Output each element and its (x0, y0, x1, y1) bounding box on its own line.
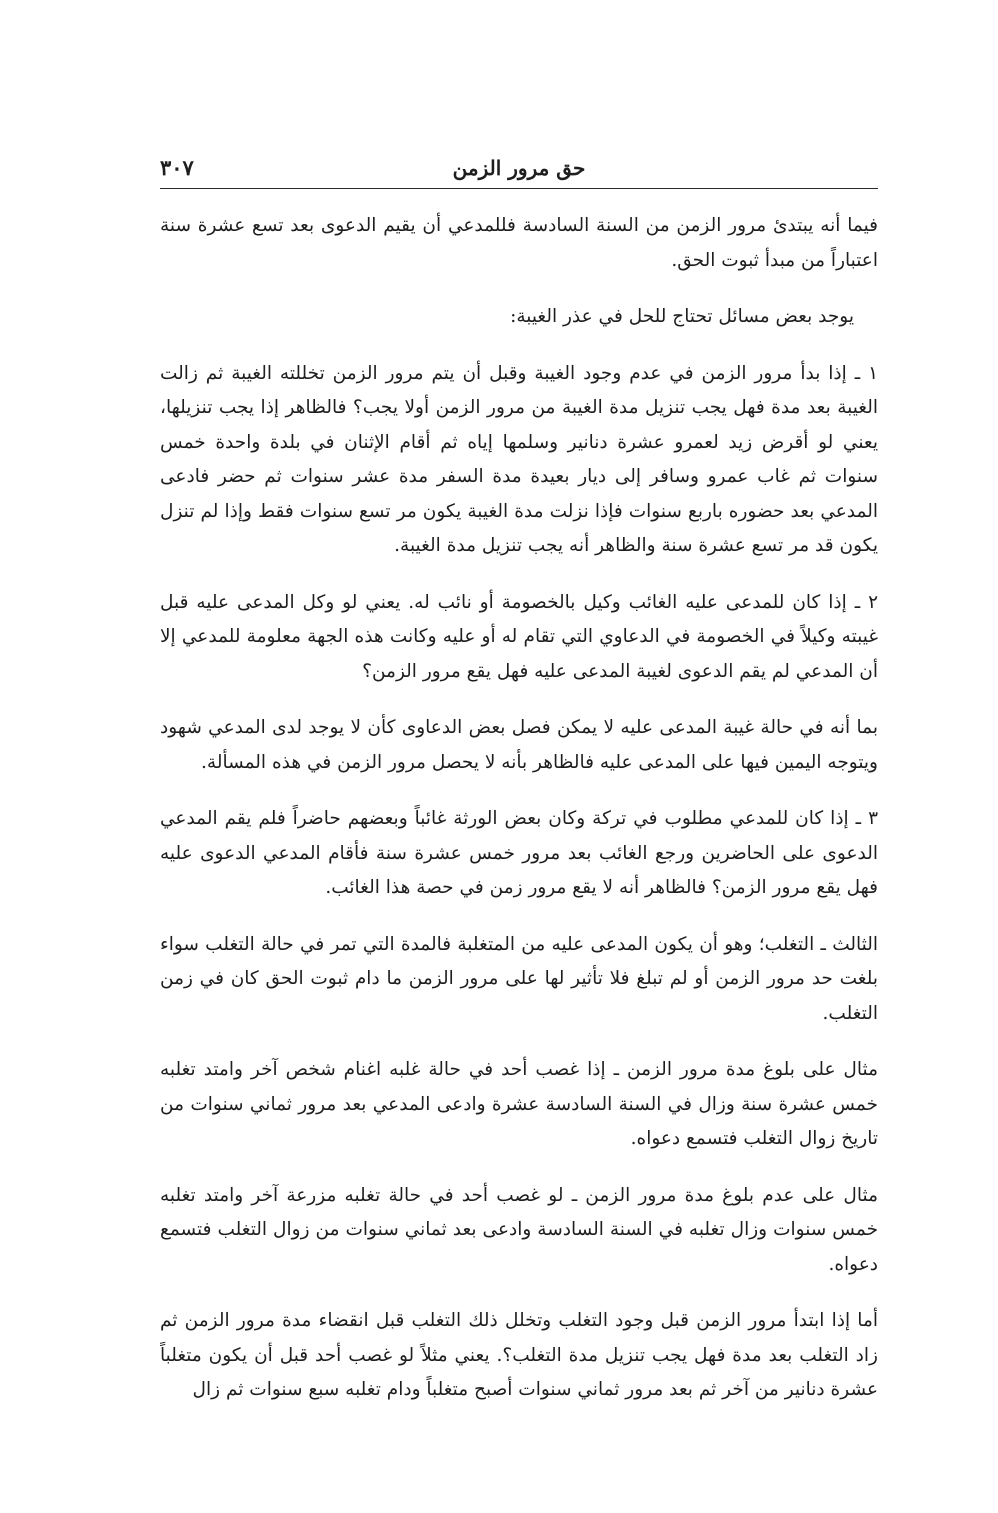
paragraph: ٣ ـ إذا كان للمدعي مطلوب في تركة وكان بعض الورثة غائباً وبعضهم حاضراً فلم يقم المدعي الدعوى على الحاضرين ورجع الغائب بعد مرور خمس عشرة سنة فأقام المدعي الدعوى عليه فهل يقع مرور الزمن؟ فالظاهر أنه لا يقع مرور زمن في حصة هذا الغائب. (160, 808, 878, 898)
paragraph: بما أنه في حالة غيبة المدعى عليه لا يمكن فصل بعض الدعاوى كأن لا يوجد لدى المدعي شهود ويتوجه اليمين فيها على المدعى عليه فالظاهر بأنه لا يحصل مرور الزمن في هذه المسألة. (160, 717, 878, 773)
paragraph: أما إذا ابتدأ مرور الزمن قبل وجود التغلب وتخلل ذلك التغلب قبل انقضاء مدة مرور الزمن ثم زاد التغلب بعد مدة فهل يجب تنزيل مدة التغلب؟. يعني مثلاً لو غصب أحد قبل أن يكون متغلباً عشرة دنانير من آخر ثم بعد مرور ثماني سنوات أصبح متغلباً ودام تغلبه سبع سنوات ثم زال (160, 1310, 878, 1400)
paragraph: فيما أنه يبتدئ مرور الزمن من السنة السادسة فللمدعي أن يقيم الدعوى بعد تسع عشرة سنة اعتباراً من مبدأ ثبوت الحق. (160, 215, 878, 271)
book-page (160, 150, 878, 1430)
paragraph: ٢ ـ إذا كان للمدعى عليه الغائب وكيل بالخصومة أو نائب له. يعني لو وكل المدعى عليه قبل غيبته وكيلاً في الخصومة في الدعاوي التي تقام له أو عليه وكانت هذه الجهة معلومة للمدعي إلا أن المدعي لم يقم الدعوى لغيبة المدعى عليه فهل يقع مرور الزمن؟ (160, 591, 878, 682)
paragraph: يوجد بعض مسائل تحتاج للحل في عذر الغيبة: (510, 306, 854, 327)
paragraph: مثال على عدم بلوغ مدة مرور الزمن ـ لو غصب أحد في حالة تغلبه مزرعة آخر وامتد تغلبه خمس سنوات وزال تغلبه في السنة السادسة وادعى بعد ثماني سنوات من زوال التغلب فتسمع دعواه. (160, 1184, 878, 1275)
page-header (160, 150, 878, 189)
paragraph: الثالث ـ التغلب؛ وهو أن يكون المدعى عليه من المتغلبة فالمدة التي تمر في حالة التغلب سواء بلغت حد مرور الزمن أو لم تبلغ فلا تأثير لها على مرور الزمن ما دام ثبوت الحق كان في زمن التغلب. (160, 933, 878, 1024)
running-title: حق مرور الزمن (452, 156, 586, 180)
paragraph: ١ ـ إذا بدأ مرور الزمن في عدم وجود الغيبة وقبل أن يتم مرور الزمن تخللته الغيبة ثم زالت الغيبة بعد مدة فهل يجب تنزيل مدة الغيبة من مرور الزمن أولا يجب؟ فالظاهر إذا يجب تنزيلها، يعني لو أقرض زيد لعمرو عشرة دنانير وسلمها إياه ثم أقام الإثنان في بلدة واحدة خمس سنوات ثم غاب عمرو وسافر إلى ديار بعيدة مدة السفر مدة عشر سنوات ثم حضر فادعى المدعي بعد حضوره باربع سنوات فإذا نزلت مدة الغيبة يكون مر تسع سنوات فقط وإذا لم تنزل يكون قد مر تسع عشرة سنة والظاهر أنه يجب تنزيل مدة الغيبة. (160, 362, 878, 556)
body-text (160, 209, 878, 1408)
page-number: ٣٠٧ (160, 155, 194, 180)
paragraph: مثال على بلوغ مدة مرور الزمن ـ إذا غصب أحد في حالة غلبه اغنام شخص آخر وامتد تغلبه خمس عشرة سنة وزال في السنة السادسة عشرة وادعى المدعي بعد مرور ثماني سنوات من تاريخ زوال التغلب فتسمع دعواه. (160, 1059, 878, 1149)
